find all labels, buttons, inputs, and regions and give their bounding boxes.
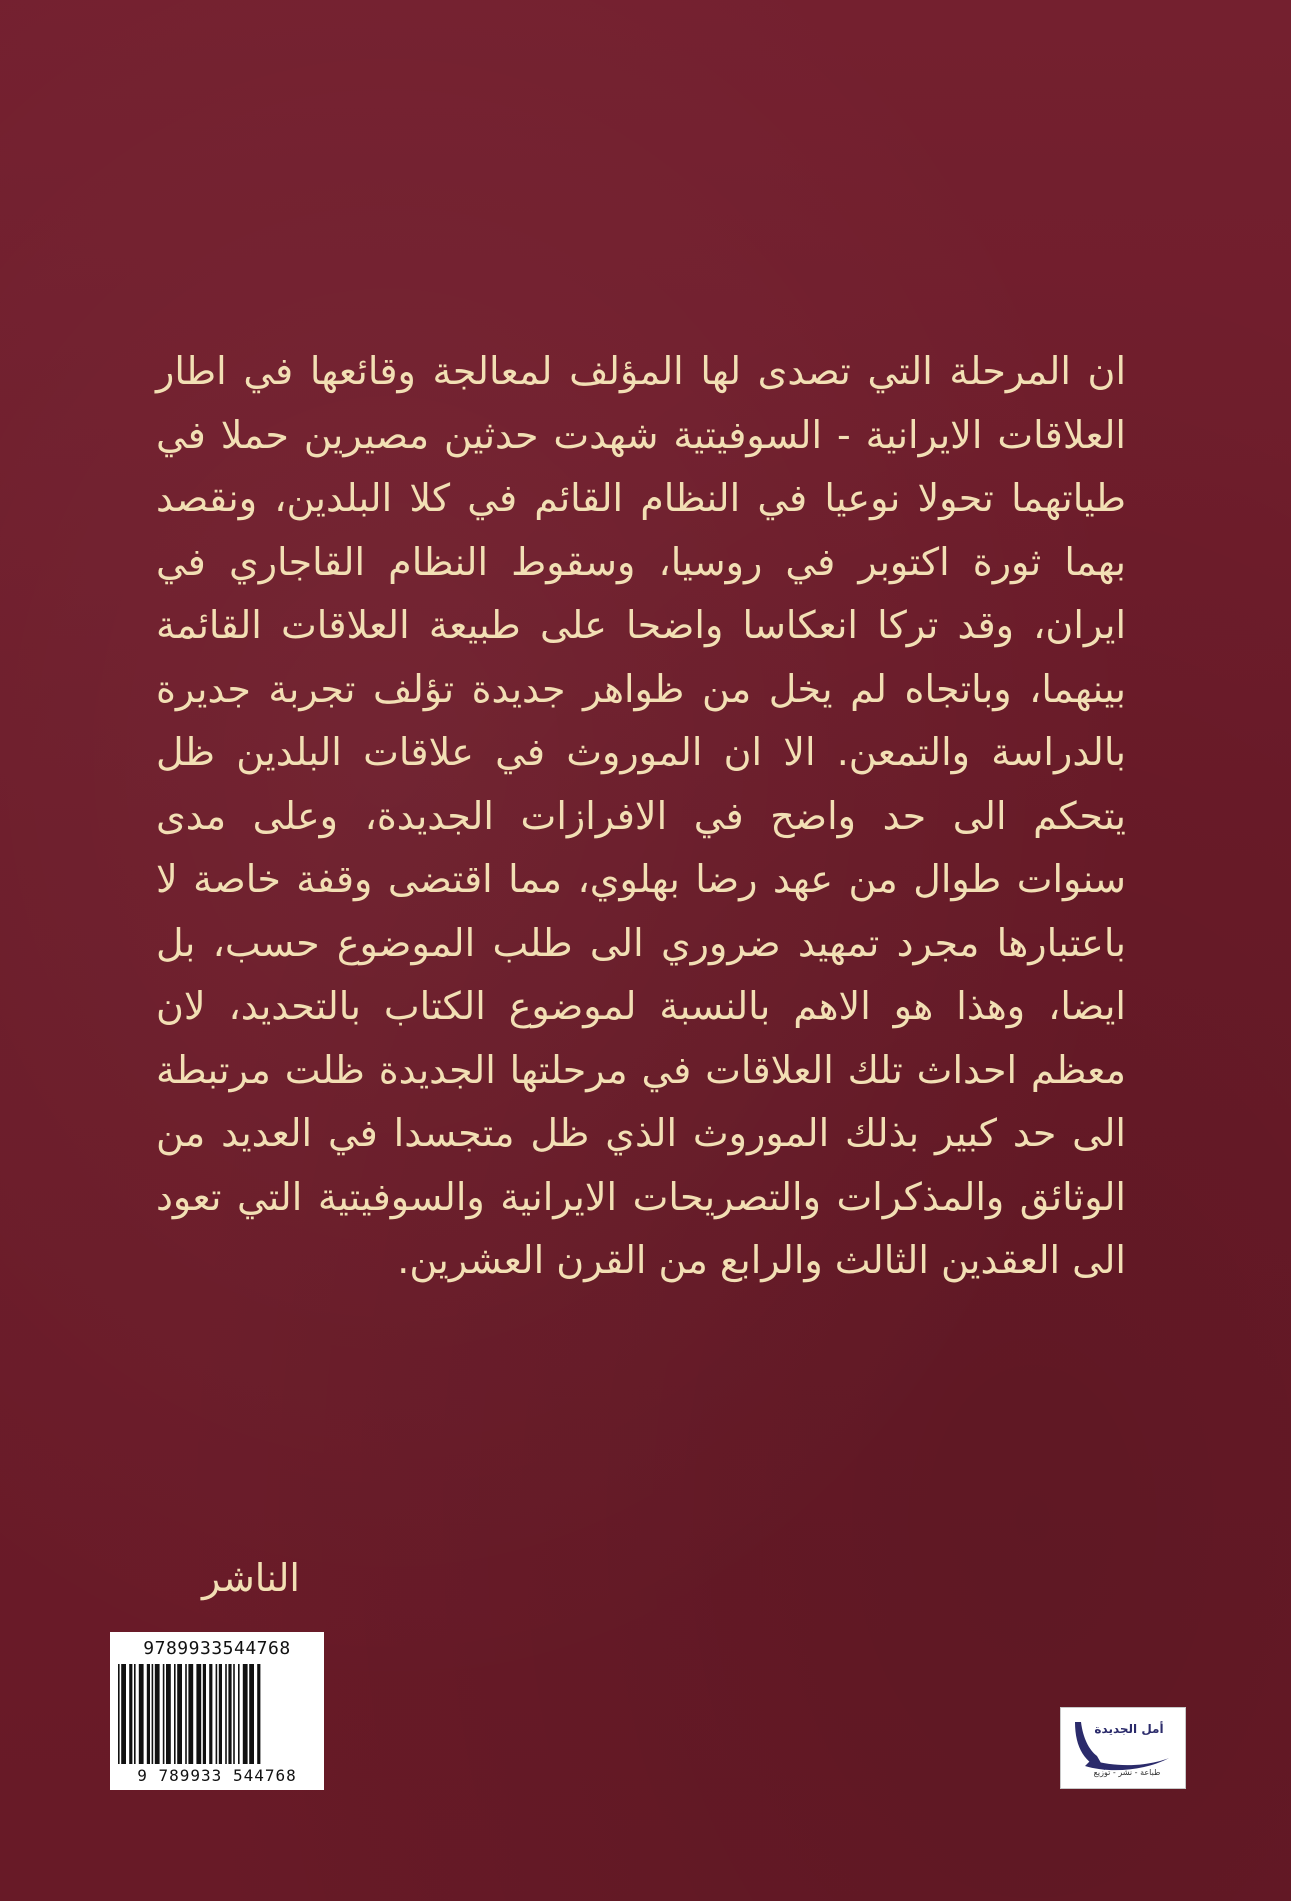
- publisher-signature: الناشر: [202, 1556, 300, 1600]
- back-cover-blurb: ان المرحلة التي تصدى لها المؤلف لمعالجة وقائعها في اطار العلاقات الايرانية - السوفيتية شهدت حدثين مصيرين حملا في طياتهما تحولا نوعيا في النظام القائم في كلا البلدين، ونقصد بهما ثورة اكتوبر في روسيا، وسقوط النظام القاجاري في ايران، وقد تركا انعكاسا واضحا على طبيعة العلاقات القائمة بينهما، وباتجاه لم يخل من ظواهر جديدة تؤلف تجربة جديرة بالدراسة والتمعن. الا ان الموروث في علاقات البلدين ظل يتحكم الى حد واضح في الافرازات الجديدة، وعلى مدى سنوات طوال من عهد رضا بهلوي، مما اقتضى وقفة خاصة لا باعتبارها مجرد تمهيد ضروري الى طلب الموضوع حسب، بل ايضا، وهذا هو الاهم بالنسبة لموضوع الكتاب بالتحديد، لان معظم احداث تلك العلاقات في مرحلتها الجديدة ظلت مرتبطة الى حد كبير بذلك الموروث الذي ظل متجسدا في العديد من الوثائق والمذكرات والتصريحات الايرانية والسوفيتية التي تعود الى العقدين الثالث والرابع من القرن العشرين.: [156, 349, 1126, 1282]
- isbn-number-bottom: 9 789933 544768: [137, 1766, 297, 1785]
- isbn-number-top: 9789933544768: [143, 1638, 291, 1659]
- publisher-logo: [1060, 1707, 1186, 1789]
- publisher-logo-name: أمل الجديدة: [1094, 1722, 1164, 1736]
- publisher-logo-tagline: طباعة - نشر - توزيع: [1093, 1768, 1161, 1777]
- isbn-barcode: [110, 1632, 324, 1790]
- barcode-bars-graphic: [116, 1664, 318, 1764]
